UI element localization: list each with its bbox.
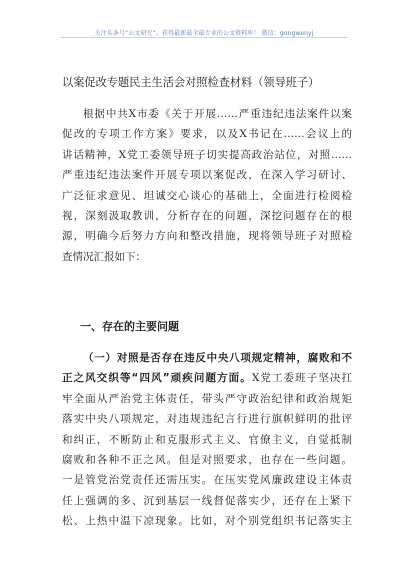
body-text: X党工委班子坚决扛 — [251, 372, 352, 385]
section-heading: 一、存在的主要问题 — [80, 320, 179, 333]
text-line: 任上强调的多、沉到基层一线督促落实少，还存在上紧下 — [62, 494, 352, 507]
text-line: 根据中共X市委《关于开展……严重违纪违法案件以案 — [83, 108, 352, 120]
text-line: 促改的专项工作方案》要求，以及X书记在……会议上的 — [62, 128, 352, 141]
banner-divider — [60, 37, 348, 38]
sub-heading-line: （一）对照是否存在违反中央八项规定精神，腐败和不 — [83, 352, 352, 364]
text-line: 牢全面从严治党主体责任，带头严守政治纪律和政治规矩 — [62, 392, 352, 405]
text-line: 源，明确今后努力方向和整改措施，现将领导班子对照检 — [62, 230, 352, 243]
sub-heading-bold: 正之风交织等“四风”顽疾问题方面。 — [62, 372, 252, 385]
text-line: 和纠正，不断防止和克服形式主义、官僚主义，自觉抵制 — [62, 433, 352, 446]
text-line: 落实中央八项规定，对违规违纪言行进行旗帜鲜明的批评 — [62, 413, 352, 426]
text-line: 松、上热中温下凉现象。比如，对个别党组织书记落实主 — [62, 515, 352, 528]
document-title: 以案促改专题民主生活会对照检查材料（领导班子） — [62, 76, 320, 89]
mixed-line — [62, 368, 352, 388]
text-line: 视，深刻汲取教训，分析存在的问题，深挖问题存在的根 — [62, 210, 352, 223]
text-line: 严重违纪违法案件开展专项以案促改，在深入学习研讨、 — [62, 169, 352, 182]
section1-paragraph — [62, 348, 352, 532]
text-line: 讲话精神，X党工委领导班子切实提高政治站位，对照…… — [62, 148, 352, 161]
text-line: 广泛征求意见、坦诚交心谈心的基础上，全面进行检阅检 — [62, 189, 352, 202]
intro-paragraph — [62, 104, 352, 267]
text-line: 腐败和各种不正之风。但是对照要求，也存在一些问题。 — [62, 454, 352, 467]
text-line: 一是管党治党责任还需压实。在压实党风廉政建设主体责 — [62, 474, 352, 487]
promo-banner[interactable]: 关注头条号“公文研究”，获得最新最全最专业的公文资料库！ 微信：gongwenyj — [94, 30, 314, 37]
text-line: 查情况汇报如下： — [62, 250, 146, 263]
